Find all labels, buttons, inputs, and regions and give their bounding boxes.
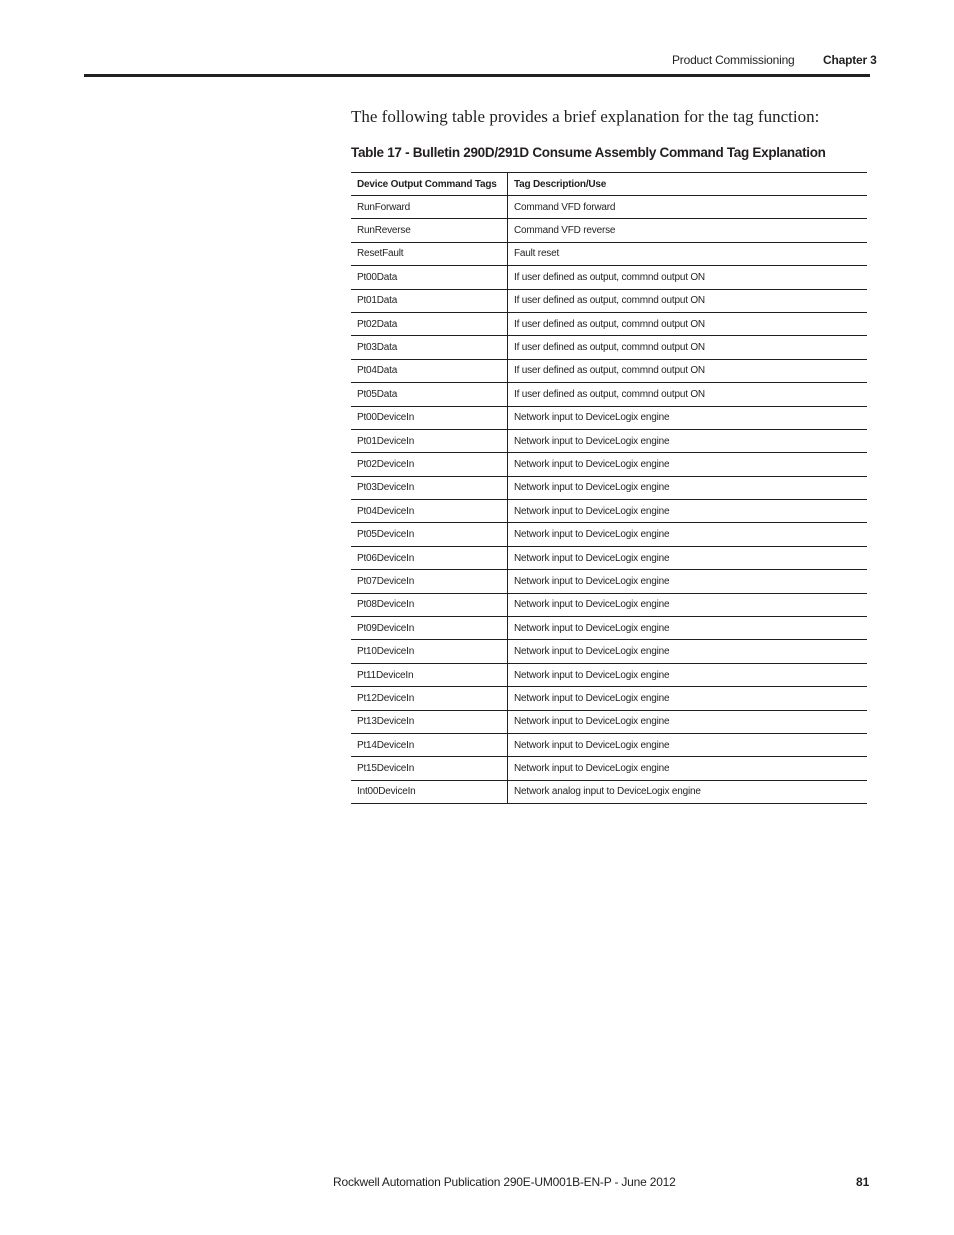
tag-name-cell: Int00DeviceIn — [351, 780, 508, 803]
table-row — [351, 359, 867, 382]
table-row — [351, 289, 867, 312]
table-row — [351, 757, 867, 780]
tag-name-cell: Pt15DeviceIn — [351, 757, 508, 780]
table-row — [351, 336, 867, 359]
tag-name-cell: Pt00Data — [351, 266, 508, 289]
table-row — [351, 429, 867, 452]
tag-description-cell: Network input to DeviceLogix engine — [508, 453, 868, 476]
table-header-row — [351, 173, 867, 196]
table-row — [351, 523, 867, 546]
tag-name-cell: Pt00DeviceIn — [351, 406, 508, 429]
running-header-chapter: Chapter 3 — [823, 53, 877, 67]
tag-name-cell: Pt01Data — [351, 289, 508, 312]
tag-description-cell: If user defined as output, commnd output ON — [508, 312, 868, 335]
tag-description-cell: Network input to DeviceLogix engine — [508, 500, 868, 523]
table-row — [351, 733, 867, 756]
table-row — [351, 687, 867, 710]
table-row — [351, 640, 867, 663]
tag-name-cell: Pt02Data — [351, 312, 508, 335]
tag-name-cell: Pt10DeviceIn — [351, 640, 508, 663]
table-row — [351, 593, 867, 616]
tag-description-cell: Network analog input to DeviceLogix engine — [508, 780, 868, 803]
tag-description-cell: Command VFD reverse — [508, 219, 868, 242]
tag-name-cell: Pt05Data — [351, 383, 508, 406]
running-header-section: Product Commissioning — [672, 53, 795, 67]
table-row — [351, 383, 867, 406]
table-caption: Table 17 - Bulletin 290D/291D Consume Assembly Command Tag Explanation — [351, 145, 826, 160]
table-row — [351, 196, 867, 219]
tag-description-cell: If user defined as output, commnd output ON — [508, 359, 868, 382]
table-row — [351, 710, 867, 733]
tag-description-cell: Network input to DeviceLogix engine — [508, 546, 868, 569]
tag-description-cell: Network input to DeviceLogix engine — [508, 523, 868, 546]
page-number: 81 — [856, 1175, 870, 1189]
intro-paragraph: The following table provides a brief explanation for the tag function: — [351, 107, 820, 126]
tag-description-cell: If user defined as output, commnd output ON — [508, 336, 868, 359]
table-row — [351, 570, 867, 593]
tag-description-cell: If user defined as output, commnd output ON — [508, 266, 868, 289]
tag-name-cell: Pt03DeviceIn — [351, 476, 508, 499]
tag-name-cell: Pt13DeviceIn — [351, 710, 508, 733]
table-row — [351, 546, 867, 569]
tag-description-cell: If user defined as output, commnd output ON — [508, 383, 868, 406]
tag-name-cell: Pt04DeviceIn — [351, 500, 508, 523]
command-tag-table — [351, 172, 867, 804]
tag-name-cell: Pt02DeviceIn — [351, 453, 508, 476]
tag-description-cell: Network input to DeviceLogix engine — [508, 663, 868, 686]
tag-description-cell: Network input to DeviceLogix engine — [508, 406, 868, 429]
tag-name-cell: Pt03Data — [351, 336, 508, 359]
tag-name-cell: Pt04Data — [351, 359, 508, 382]
tag-description-cell: Network input to DeviceLogix engine — [508, 593, 868, 616]
tag-name-cell: RunForward — [351, 196, 508, 219]
tag-description-cell: Network input to DeviceLogix engine — [508, 687, 868, 710]
table-row — [351, 453, 867, 476]
table-row — [351, 476, 867, 499]
table-body — [351, 196, 867, 804]
table-row — [351, 406, 867, 429]
tag-name-cell: Pt09DeviceIn — [351, 617, 508, 640]
header-rule — [84, 74, 870, 77]
tag-name-cell: Pt12DeviceIn — [351, 687, 508, 710]
tag-description-cell: Command VFD forward — [508, 196, 868, 219]
tag-description-cell: Network input to DeviceLogix engine — [508, 710, 868, 733]
table-row — [351, 780, 867, 803]
tag-name-cell: Pt14DeviceIn — [351, 733, 508, 756]
tag-description-cell: If user defined as output, commnd output ON — [508, 289, 868, 312]
table-row — [351, 663, 867, 686]
table-row — [351, 219, 867, 242]
tag-name-cell: Pt08DeviceIn — [351, 593, 508, 616]
table-row — [351, 500, 867, 523]
footer-publication: Rockwell Automation Publication 290E-UM001B-EN-P - June 2012 — [333, 1175, 676, 1189]
column-header-description: Tag Description/Use — [508, 173, 868, 196]
tag-name-cell: ResetFault — [351, 242, 508, 265]
tag-description-cell: Network input to DeviceLogix engine — [508, 733, 868, 756]
tag-description-cell: Network input to DeviceLogix engine — [508, 429, 868, 452]
tag-name-cell: Pt01DeviceIn — [351, 429, 508, 452]
table-row — [351, 266, 867, 289]
tag-description-cell: Network input to DeviceLogix engine — [508, 476, 868, 499]
table-row — [351, 242, 867, 265]
tag-description-cell: Fault reset — [508, 242, 868, 265]
tag-name-cell: RunReverse — [351, 219, 508, 242]
tag-name-cell: Pt07DeviceIn — [351, 570, 508, 593]
tag-description-cell: Network input to DeviceLogix engine — [508, 617, 868, 640]
tag-description-cell: Network input to DeviceLogix engine — [508, 570, 868, 593]
tag-name-cell: Pt05DeviceIn — [351, 523, 508, 546]
table-row — [351, 312, 867, 335]
tag-description-cell: Network input to DeviceLogix engine — [508, 757, 868, 780]
column-header-tag: Device Output Command Tags — [351, 173, 508, 196]
tag-description-cell: Network input to DeviceLogix engine — [508, 640, 868, 663]
tag-name-cell: Pt06DeviceIn — [351, 546, 508, 569]
tag-name-cell: Pt11DeviceIn — [351, 663, 508, 686]
table-row — [351, 617, 867, 640]
